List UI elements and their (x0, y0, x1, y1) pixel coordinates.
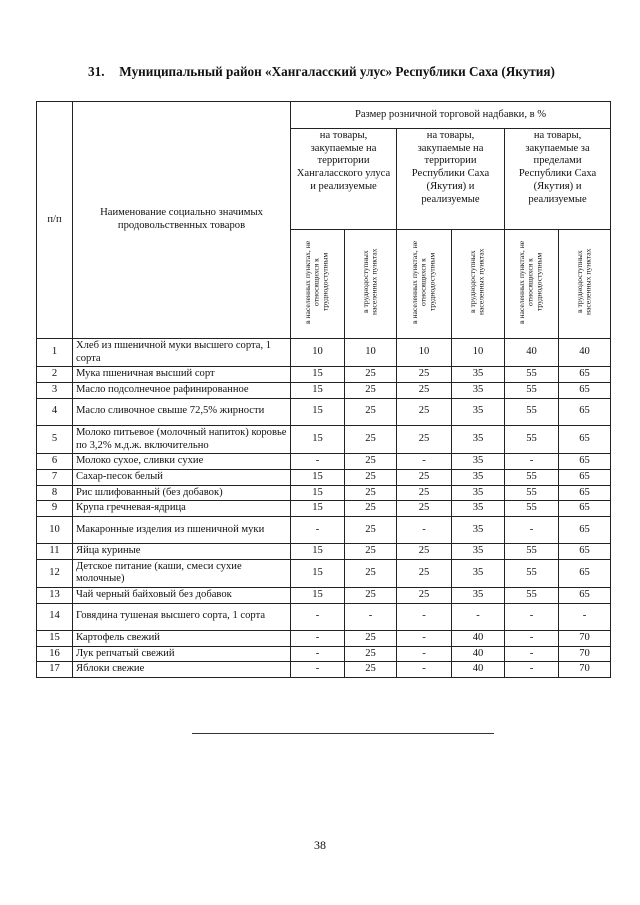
markup-value: 40 (452, 662, 505, 678)
markup-value: 25 (397, 367, 452, 383)
markup-value: 25 (397, 425, 452, 453)
markup-value: 25 (397, 588, 452, 604)
markup-value: 25 (345, 646, 397, 662)
markup-value: - (505, 454, 559, 470)
subcol-label: в населенных пунктах, не относящихся к труднодоступным (409, 240, 437, 324)
markup-size-header: Размер розничной торговой надбавки, в % (291, 102, 611, 129)
markup-value: - (505, 646, 559, 662)
markup-value: 25 (345, 517, 397, 544)
group-header-republic: на товары, закупаемые на территории Республики Саха (Якутия) и реализуемые (397, 129, 505, 230)
markup-value: - (291, 646, 345, 662)
table-row (37, 469, 611, 485)
row-number: 12 (37, 559, 73, 587)
table-row (37, 646, 611, 662)
markup-value: 65 (559, 544, 611, 560)
markup-value: 15 (291, 559, 345, 587)
product-name: Мука пшеничная высший сорт (73, 367, 291, 383)
markup-value: - (397, 662, 452, 678)
product-name: Детское питание (каши, смеси сухие молочные) (73, 559, 291, 587)
markup-value: 25 (397, 398, 452, 425)
markup-value: 15 (291, 367, 345, 383)
markup-value: 35 (452, 367, 505, 383)
product-name: Говядина тушеная высшего сорта, 1 сорта (73, 603, 291, 630)
row-number: 10 (37, 517, 73, 544)
markup-value: 25 (345, 469, 397, 485)
subcol-label: в труднодоступных населенных пунктах (360, 248, 379, 315)
markup-value: 70 (559, 662, 611, 678)
markup-value: - (397, 646, 452, 662)
markup-value: 10 (345, 339, 397, 367)
table-row (37, 588, 611, 604)
table-row (37, 425, 611, 453)
markup-value: 10 (291, 339, 345, 367)
markup-value: - (397, 454, 452, 470)
product-name: Картофель свежий (73, 630, 291, 646)
product-name: Хлеб из пшеничной муки высшего сорта, 1 сорта (73, 339, 291, 367)
table-body (37, 339, 611, 678)
product-name: Крупа гречневая-ядрица (73, 501, 291, 517)
markup-value: 40 (452, 630, 505, 646)
markup-value: 65 (559, 383, 611, 399)
row-number: 11 (37, 544, 73, 560)
markup-value: 55 (505, 398, 559, 425)
markup-value: - (559, 603, 611, 630)
markup-value: 65 (559, 501, 611, 517)
markup-value: 65 (559, 588, 611, 604)
row-number: 13 (37, 588, 73, 604)
markup-value: 65 (559, 485, 611, 501)
row-number: 1 (37, 339, 73, 367)
markup-value: - (452, 603, 505, 630)
markup-value: 55 (505, 367, 559, 383)
markup-table (36, 101, 611, 678)
row-number: 8 (37, 485, 73, 501)
product-name: Молоко питьевое (молочный напиток) коровье по 3,2% м.д.ж. включительно (73, 425, 291, 453)
markup-value: 15 (291, 469, 345, 485)
markup-value: 55 (505, 588, 559, 604)
markup-value: 25 (397, 485, 452, 501)
markup-value: - (505, 662, 559, 678)
markup-value: 40 (559, 339, 611, 367)
table-row (37, 630, 611, 646)
row-number: 2 (37, 367, 73, 383)
markup-value: 70 (559, 630, 611, 646)
markup-value: 25 (397, 544, 452, 560)
markup-value: 15 (291, 425, 345, 453)
markup-value: 55 (505, 501, 559, 517)
col-name-header: Наименование социально значимых продовольственных товаров (73, 102, 291, 339)
group-header-outside: на товары, закупаемые за пределами Республики Саха (Якутия) и реализуемые (505, 129, 611, 230)
markup-value: 65 (559, 469, 611, 485)
row-number: 7 (37, 469, 73, 485)
subcol-label: в населенных пунктах, не относящихся к труднодоступным (303, 240, 330, 324)
markup-value: 55 (505, 425, 559, 453)
markup-value: 15 (291, 588, 345, 604)
section-number: 31. (88, 64, 105, 79)
markup-value: 25 (397, 559, 452, 587)
table-row (37, 454, 611, 470)
table-row (37, 544, 611, 560)
markup-value: 10 (397, 339, 452, 367)
table-row (37, 485, 611, 501)
table-row (37, 398, 611, 425)
markup-value: - (397, 630, 452, 646)
product-name: Макаронные изделия из пшеничной муки (73, 517, 291, 544)
markup-value: - (291, 662, 345, 678)
subcol-header (559, 230, 611, 339)
markup-value: 35 (452, 469, 505, 485)
subcol-header (345, 230, 397, 339)
table-row (37, 501, 611, 517)
markup-value: 55 (505, 485, 559, 501)
page-number: 38 (314, 838, 326, 852)
markup-value: 15 (291, 501, 345, 517)
row-number: 5 (37, 425, 73, 453)
subcol-label: в труднодоступных населенных пунктах (468, 248, 486, 315)
table-row (37, 383, 611, 399)
product-name: Масло сливочное свыше 72,5% жирности (73, 398, 291, 425)
markup-value: 25 (397, 383, 452, 399)
table-row (37, 559, 611, 587)
markup-value: 25 (345, 454, 397, 470)
markup-value: 25 (345, 367, 397, 383)
row-number: 9 (37, 501, 73, 517)
markup-value: 40 (452, 646, 505, 662)
markup-value: - (397, 517, 452, 544)
subcol-header (505, 230, 559, 339)
markup-value: 10 (452, 339, 505, 367)
markup-value: - (291, 603, 345, 630)
markup-value: - (397, 603, 452, 630)
markup-value: - (505, 517, 559, 544)
table-row (37, 339, 611, 367)
product-name: Сахар-песок белый (73, 469, 291, 485)
product-name: Лук репчатый свежий (73, 646, 291, 662)
markup-value: 15 (291, 383, 345, 399)
markup-value: 65 (559, 398, 611, 425)
table-row (37, 517, 611, 544)
row-number: 15 (37, 630, 73, 646)
markup-value: 55 (505, 544, 559, 560)
markup-value: 65 (559, 559, 611, 587)
row-number: 4 (37, 398, 73, 425)
markup-value: 25 (345, 544, 397, 560)
markup-value: 25 (345, 485, 397, 501)
markup-value: 15 (291, 485, 345, 501)
markup-value: 65 (559, 517, 611, 544)
product-name: Масло подсолнечное рафинированное (73, 383, 291, 399)
markup-value: 35 (452, 501, 505, 517)
table-row (37, 662, 611, 678)
col-pp-header: п/п (37, 102, 73, 339)
markup-value: 35 (452, 383, 505, 399)
markup-value: 25 (397, 469, 452, 485)
markup-value: 15 (291, 544, 345, 560)
markup-value: 25 (345, 383, 397, 399)
row-number: 6 (37, 454, 73, 470)
markup-value: - (291, 517, 345, 544)
markup-value: 35 (452, 588, 505, 604)
section-title: Муниципальный район «Хангаласский улус» Республики Саха (Якутия) (119, 64, 555, 79)
subcol-label: в труднодоступных населенных пунктах (574, 248, 593, 315)
markup-value: 25 (345, 588, 397, 604)
markup-value: 25 (345, 398, 397, 425)
markup-value: 55 (505, 383, 559, 399)
product-name: Яйца куриные (73, 544, 291, 560)
product-name: Рис шлифованный (без добавок) (73, 485, 291, 501)
product-name: Молоко сухое, сливки сухие (73, 454, 291, 470)
markup-value: 25 (345, 501, 397, 517)
markup-value: - (291, 630, 345, 646)
markup-value: 25 (345, 662, 397, 678)
subcol-header (397, 230, 452, 339)
markup-value: 25 (397, 501, 452, 517)
markup-value: 35 (452, 559, 505, 587)
markup-value: 25 (345, 559, 397, 587)
markup-value: 70 (559, 646, 611, 662)
markup-value: 65 (559, 367, 611, 383)
row-number: 16 (37, 646, 73, 662)
markup-value: 35 (452, 398, 505, 425)
markup-value: 35 (452, 544, 505, 560)
table-row (37, 367, 611, 383)
markup-value: 15 (291, 398, 345, 425)
row-number: 17 (37, 662, 73, 678)
subcol-header (452, 230, 505, 339)
group-header-local: на товары, закупаемые на территории Хангаласского улуса и реализуемые (291, 129, 397, 230)
row-number: 3 (37, 383, 73, 399)
markup-value: - (291, 454, 345, 470)
subcol-header (291, 230, 345, 339)
product-name: Яблоки свежие (73, 662, 291, 678)
subcol-label: в населенных пунктах, не относящихся к труднодоступным (517, 240, 544, 324)
product-name: Чай черный байховый без добавок (73, 588, 291, 604)
markup-value: - (345, 603, 397, 630)
markup-value: 40 (505, 339, 559, 367)
markup-value: 35 (452, 454, 505, 470)
markup-value: 65 (559, 425, 611, 453)
markup-value: 35 (452, 517, 505, 544)
markup-value: 35 (452, 425, 505, 453)
footer-rule (192, 733, 494, 734)
markup-value: 55 (505, 469, 559, 485)
markup-value: 25 (345, 630, 397, 646)
markup-value: - (505, 603, 559, 630)
table-row (37, 603, 611, 630)
markup-value: - (505, 630, 559, 646)
markup-value: 35 (452, 485, 505, 501)
markup-value: 65 (559, 454, 611, 470)
markup-value: 55 (505, 559, 559, 587)
section-heading (88, 64, 608, 80)
markup-value: 25 (345, 425, 397, 453)
row-number: 14 (37, 603, 73, 630)
